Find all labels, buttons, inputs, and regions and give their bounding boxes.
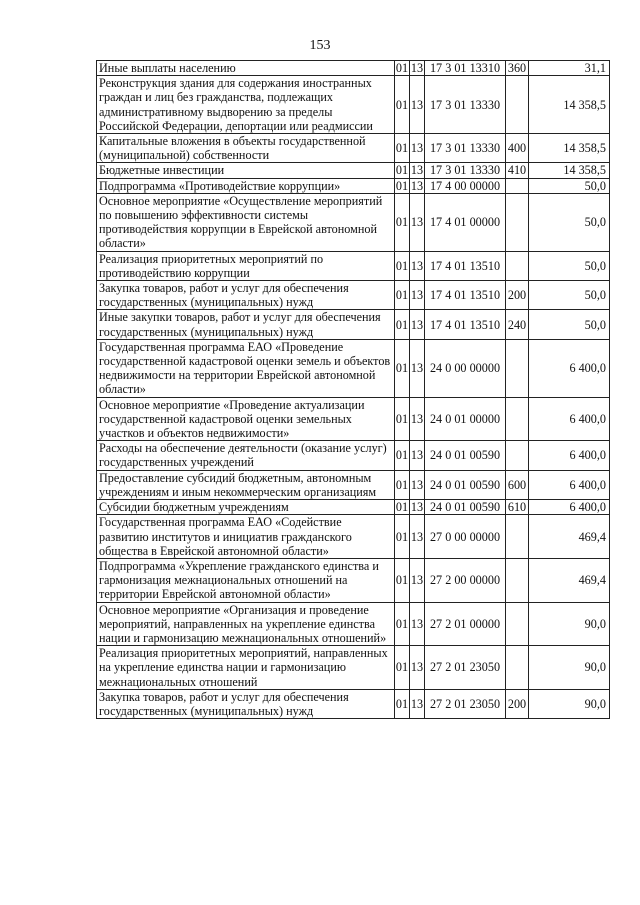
row-target-code: 24 0 01 00590 xyxy=(425,500,506,515)
row-section-code: 01 xyxy=(395,515,410,559)
table-row xyxy=(97,646,610,690)
row-target-code: 17 4 01 13510 xyxy=(425,251,506,280)
row-name: Реализация приоритетных мероприятий по противодействию коррупции xyxy=(97,251,395,280)
row-section-code: 01 xyxy=(395,689,410,718)
row-name: Иные выплаты населению xyxy=(97,61,395,76)
row-expense-type-code: 400 xyxy=(506,134,529,163)
row-subsection-code: 13 xyxy=(410,441,425,470)
row-amount: 90,0 xyxy=(529,602,610,646)
row-target-code: 17 3 01 13330 xyxy=(425,76,506,134)
table-row xyxy=(97,339,610,397)
row-subsection-code: 13 xyxy=(410,689,425,718)
row-expense-type-code xyxy=(506,441,529,470)
table-row xyxy=(97,602,610,646)
table-row xyxy=(97,500,610,515)
row-name: Государственная программа ЕАО «Содействие развитию институтов и инициатив гражданского общества в Еврейской автономной области» xyxy=(97,515,395,559)
row-amount: 50,0 xyxy=(529,251,610,280)
table-row xyxy=(97,251,610,280)
row-expense-type-code: 610 xyxy=(506,500,529,515)
row-expense-type-code xyxy=(506,193,529,251)
table-row xyxy=(97,397,610,441)
row-target-code: 24 0 01 00590 xyxy=(425,470,506,499)
row-subsection-code: 13 xyxy=(410,500,424,515)
row-section-code: 01 xyxy=(395,134,410,163)
row-subsection-code: 13 xyxy=(410,515,425,559)
row-subsection-code: 13 xyxy=(410,163,424,178)
row-section-code: 01 xyxy=(395,339,410,397)
row-name: Бюджетные инвестиции xyxy=(97,163,395,178)
row-name: Подпрограмма «Укрепление гражданского единства и гармонизация межнациональных отношений на территории Еврейской автономной области» xyxy=(97,558,395,602)
row-subsection-code: 13 xyxy=(410,470,425,499)
table-row xyxy=(97,163,610,178)
row-subsection-code: 13 xyxy=(410,558,425,602)
row-subsection-code: 13 xyxy=(410,339,425,397)
row-subsection-code: 13 xyxy=(410,646,425,690)
row-section-code: 01 xyxy=(395,397,410,441)
row-section-code: 01 xyxy=(395,470,410,499)
row-section-code: 01 xyxy=(395,281,410,310)
row-expense-type-code xyxy=(506,646,529,690)
row-name: Основное мероприятие «Проведение актуализации государственной кадастровой оценки земельных участков и объектов недвижимости» xyxy=(97,397,395,441)
row-amount: 6 400,0 xyxy=(529,441,610,470)
row-subsection-code: 13 xyxy=(410,61,424,75)
row-amount: 6 400,0 xyxy=(529,339,610,397)
row-amount: 50,0 xyxy=(529,178,610,193)
row-expense-type-code xyxy=(506,251,529,280)
row-expense-type-code: 200 xyxy=(506,689,529,718)
row-amount: 6 400,0 xyxy=(529,470,610,499)
row-expense-type-code xyxy=(506,76,529,134)
row-amount: 6 400,0 xyxy=(529,397,610,441)
row-subsection-code: 13 xyxy=(410,602,425,646)
row-amount: 90,0 xyxy=(529,646,610,690)
row-amount: 469,4 xyxy=(529,558,610,602)
row-name: Закупка товаров, работ и услуг для обеспечения государственных (муниципальных) нужд xyxy=(97,689,395,718)
row-target-code: 24 0 01 00590 xyxy=(425,441,506,470)
row-section-code: 01 xyxy=(395,646,410,690)
table-row xyxy=(97,558,610,602)
table-row xyxy=(97,76,610,134)
budget-table-body xyxy=(97,61,610,719)
row-section-code: 01 xyxy=(395,602,410,646)
row-subsection-code: 13 xyxy=(410,193,425,251)
row-expense-type-code xyxy=(506,558,529,602)
row-target-code: 27 2 01 00000 xyxy=(425,602,506,646)
table-row xyxy=(97,193,610,251)
row-name: Реализация приоритетных мероприятий, направленных на укрепление единства нации и гармонизацию межнациональных отношений xyxy=(97,646,395,690)
table-row xyxy=(97,178,610,193)
table-row xyxy=(97,470,610,499)
row-amount: 50,0 xyxy=(529,193,610,251)
row-expense-type-code: 600 xyxy=(506,470,529,499)
row-amount: 50,0 xyxy=(529,310,610,339)
row-expense-type-code xyxy=(506,397,529,441)
row-name: Иные закупки товаров, работ и услуг для обеспечения государственных (муниципальных) нужд xyxy=(97,310,395,339)
table-row xyxy=(97,310,610,339)
row-name: Предоставление субсидий бюджетным, автономным учреждениям и иным некоммерческим организациям xyxy=(97,470,395,499)
row-expense-type-code xyxy=(506,178,529,193)
table-row xyxy=(97,515,610,559)
row-amount: 31,1 xyxy=(529,61,610,76)
row-section-code: 01 xyxy=(395,76,410,134)
row-amount: 469,4 xyxy=(529,515,610,559)
row-subsection-code: 13 xyxy=(410,310,425,339)
row-target-code: 27 2 01 23050 xyxy=(425,689,506,718)
row-target-code: 17 4 01 00000 xyxy=(425,193,506,251)
row-name: Капитальные вложения в объекты государственной (муниципальной) собственности xyxy=(97,134,395,163)
row-section-code: 01 xyxy=(395,558,410,602)
row-target-code: 17 4 00 00000 xyxy=(425,178,506,193)
row-amount: 14 358,5 xyxy=(529,134,610,163)
row-expense-type-code xyxy=(506,339,529,397)
row-expense-type-code: 410 xyxy=(506,163,529,178)
row-name: Государственная программа ЕАО «Проведение государственной кадастровой оценки земель и объектов недвижимости на территории Еврейской автономной области» xyxy=(97,339,395,397)
row-target-code: 17 3 01 13330 xyxy=(425,163,506,178)
row-section-code: 01 xyxy=(395,251,410,280)
row-section-code: 01 xyxy=(395,61,409,75)
row-amount: 14 358,5 xyxy=(529,163,610,178)
row-subsection-code: 13 xyxy=(410,281,425,310)
row-section-code: 01 xyxy=(395,178,409,193)
row-name: Основное мероприятие «Организация и проведение мероприятий, направленных на укрепление единства нации и гармонизацию межнациональных отношений» xyxy=(97,602,395,646)
row-expense-type-code: 360 xyxy=(506,61,529,76)
row-section-code: 01 xyxy=(395,163,409,178)
row-target-code: 17 4 01 13510 xyxy=(425,281,506,310)
row-subsection-code: 13 xyxy=(410,251,425,280)
row-section-code: 01 xyxy=(395,441,410,470)
row-target-code: 17 3 01 13330 xyxy=(425,134,506,163)
row-section-code: 01 xyxy=(395,500,409,515)
row-name: Субсидии бюджетным учреждениям xyxy=(97,500,395,515)
row-amount: 14 358,5 xyxy=(529,76,610,134)
row-name: Расходы на обеспечение деятельности (оказание услуг) государственных учреждений xyxy=(97,441,395,470)
row-amount: 90,0 xyxy=(529,689,610,718)
page-number: 153 xyxy=(309,38,331,53)
row-expense-type-code xyxy=(506,515,529,559)
row-subsection-code: 13 xyxy=(410,397,425,441)
row-target-code: 27 2 01 23050 xyxy=(425,646,506,690)
row-subsection-code: 13 xyxy=(410,134,425,163)
row-section-code: 01 xyxy=(395,310,410,339)
row-target-code: 27 0 00 00000 xyxy=(425,515,506,559)
row-target-code: 27 2 00 00000 xyxy=(425,558,506,602)
row-expense-type-code: 240 xyxy=(506,310,529,339)
row-target-code: 17 3 01 13310 xyxy=(425,61,506,76)
row-expense-type-code: 200 xyxy=(506,281,529,310)
row-name: Основное мероприятие «Осуществление мероприятий по повышению эффективности системы противодействия коррупции в Еврейской автономной области» xyxy=(97,193,395,251)
row-target-code: 17 4 01 13510 xyxy=(425,310,506,339)
row-expense-type-code xyxy=(506,602,529,646)
row-amount: 50,0 xyxy=(529,281,610,310)
row-subsection-code: 13 xyxy=(410,178,424,193)
budget-table xyxy=(96,60,610,719)
row-amount: 6 400,0 xyxy=(529,500,610,515)
table-row xyxy=(97,61,610,76)
row-target-code: 24 0 01 00000 xyxy=(425,397,506,441)
row-subsection-code: 13 xyxy=(410,76,425,134)
row-section-code: 01 xyxy=(395,193,410,251)
row-name: Закупка товаров, работ и услуг для обеспечения государственных (муниципальных) нужд xyxy=(97,281,395,310)
row-name: Реконструкция здания для содержания иностранных граждан и лиц без гражданства, подлежащих административному выдворению за пределы Российской Федерации, депортации или реадмиссии xyxy=(97,76,395,134)
table-row xyxy=(97,281,610,310)
table-row xyxy=(97,134,610,163)
row-target-code: 24 0 00 00000 xyxy=(425,339,506,397)
table-row xyxy=(97,441,610,470)
row-name: Подпрограмма «Противодействие коррупции» xyxy=(97,178,395,193)
table-row xyxy=(97,689,610,718)
